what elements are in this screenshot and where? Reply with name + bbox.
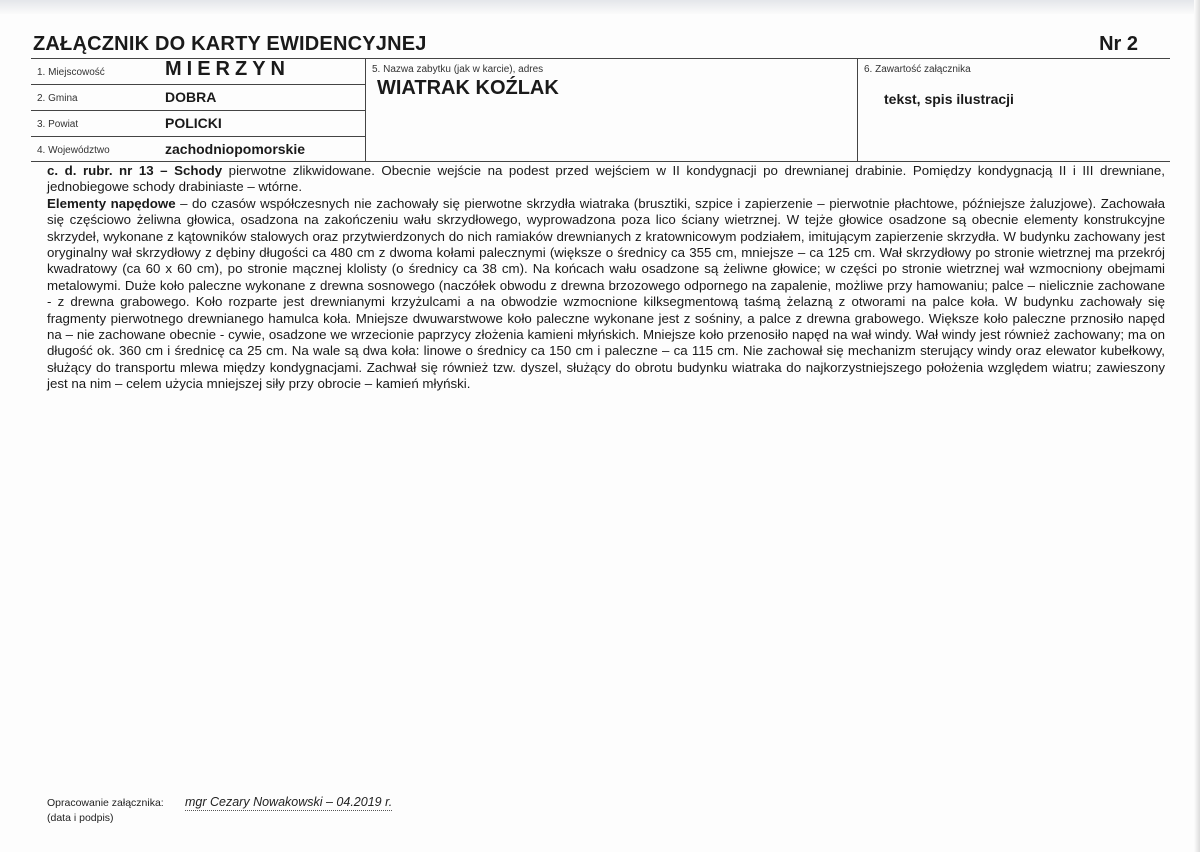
field-label: 4. Województwo: [37, 145, 110, 156]
section-ref: c. d. rubr. nr 13 –: [47, 163, 175, 178]
field-label: 5. Nazwa zabytku (jak w karcie), adres: [372, 64, 544, 75]
field-zawartosc: [864, 59, 1164, 161]
column-divider: [857, 59, 858, 161]
field-row-wojewodztwo: [31, 137, 365, 162]
footer-sublabel: (data i podpis): [47, 812, 114, 824]
paragraph-text: – do czasów współczesnych nie zachowały się pierwotne skrzydła wiatraka (brusztiki, szpice i zapierzenie – pierwotnie płachtowe, późniejsze żaluzjowe). Zachowała się częściowo żeliwna głowica, osadzona na zakończeniu wału skrzydłowego, wyprowadzona poza lico ściany wietrznej. W tejże głowice osadzone są obecnie elementy konstrukcyjne skrzydeł, wykonane z kątowników stalowych oraz przytwierdzonych do nich ramiaków drewnianych z kratownicowym podziałem, imitującym zapierzenie skrzydła. W budynku zachowany jest oryginalny wał skrzydłowy z dębiny długości ca 480 cm z dwoma kołami palecznymi (większe o średnicy ca 355 cm, mniejsze – ca 125 cm. Wał skrzydłowy po stronie wietrznej ma przekrój kwadratowy (ca 60 x 60 cm), po stronie mącznej klolisty (o średnicy ca 38 cm). Na końcach wału osadzone są żeliwne głowice; w części po stronie wietrznej wał wzmocniony obejmami metalowymi. Duże koło paleczne wykonane z drewna sosnowego (naczółek obwodu z drewna brzozowego odpornego na zapalenie, możliwe przy hamowaniu; palce – nielicznie zachowane - z drewna grabowego. Koło rozparte jest drewnianymi krzyżulcami a na obwodzie wzmocnione kilksegmentową taśmą żelazną z otworami na palce koła. W budynku zachowały się fragmenty pierwotnego drewnianego hamulca koła. Mniejsze dwuwarstwowe koło paleczne wykonane jest z sośniny, a palce z drewna grabowego. Większe koło paleczne prznosiło napęd na – nie zachowane obecnie - cywie, osadzone we wrzecionie paprzycy złożenia kamieni młyńskich. Mniejsze koło przenosiło napęd na wał windy. Wał windy jest również zachowany; ma on długość ok. 360 cm i średnicę ca 25 cm. Na wale są dwa koła: linowe o średnicy ca 150 cm i paleczne – ca 115 cm. Nie zachował się mechanizm sterujący windy oraz elewator kubełkowy, służący do transportu mlewa między kondygnacjami. Zachwał się również tzw. dyszel, służący do obrotu budynku wiatraka do najkorzystniejszego położenia względem wiatru; zawieszony jest na nim – celem użycia mniejszej siły przy obrocie – kamień młyński.: [47, 195, 1165, 392]
attachment-number: Nr 2: [1099, 33, 1138, 55]
field-value-powiat: POLICKI: [165, 115, 222, 131]
paragraph-schody: [47, 163, 1165, 196]
field-label: 1. Miejscowość: [37, 67, 105, 78]
author-signature: mgr Cezary Nowakowski – 04.2019 r.: [185, 795, 393, 809]
identification-table: [31, 58, 1170, 162]
section-heading-schody: Schody: [174, 163, 223, 178]
field-nazwa: [372, 59, 852, 161]
field-label: 3. Powiat: [37, 119, 79, 130]
field-label: 2. Gmina: [37, 93, 78, 104]
field-label: 6. Zawartość załącznika: [864, 64, 971, 75]
field-row-powiat: [31, 111, 365, 137]
scan-edge-top: [0, 0, 1200, 14]
document-title: ZAŁĄCZNIK DO KARTY EWIDENCYJNEJ: [33, 33, 427, 55]
field-value-nazwa: WIATRAK KOŹLAK: [377, 77, 559, 99]
scan-edge-right: [1194, 0, 1200, 852]
field-value-miejscowosc: MIERZYN: [165, 58, 290, 80]
section-heading-elementy: Elementy napędowe: [47, 195, 176, 211]
footer-label: Opracowanie załącznika:: [47, 797, 164, 809]
field-value-zawartosc: tekst, spis ilustracji: [884, 91, 1014, 107]
description-text: [47, 163, 1165, 393]
paragraph-text: pierwotne zlikwidowane. Obecnie wejście na podest przed wejściem w II kondygnacji po drewnianej drabinie. Pomiędzy kondygnacją II i III drewniane, jednobiegowe schody drabiniaste – wtórne.: [47, 163, 1165, 195]
paragraph-elementy-napedowe: [47, 196, 1165, 393]
field-row-miejscowosc: [31, 59, 365, 85]
column-divider: [365, 59, 366, 161]
field-value-gmina: DOBRA: [165, 89, 217, 105]
field-row-gmina: [31, 85, 365, 111]
field-value-wojewodztwo: zachodniopomorskie: [165, 141, 306, 157]
